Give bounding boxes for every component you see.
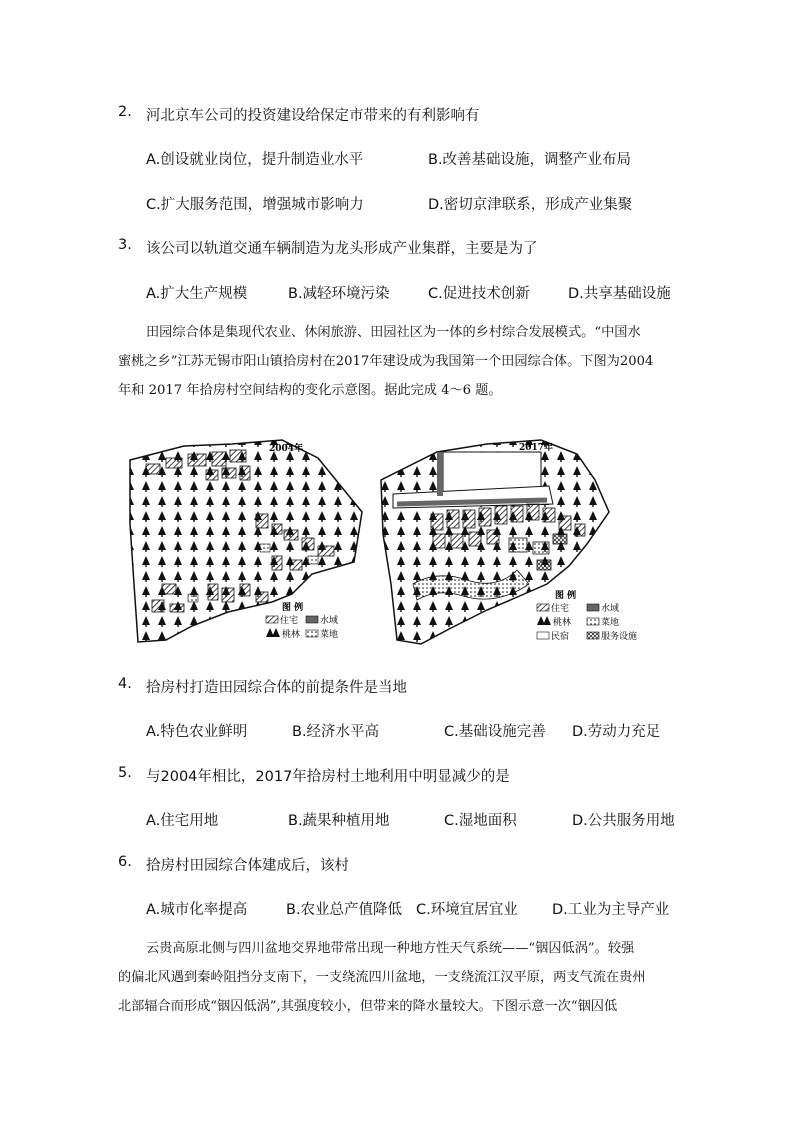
question-stem: 该公司以轨道交通车辆制造为龙头形成产业集群，主要是为了: [146, 241, 538, 257]
option-b: B.农业总产值降低: [286, 902, 403, 918]
tree-icon: [543, 616, 551, 625]
question-number: 6.: [118, 854, 132, 870]
option-a: A.城市化率提高: [146, 902, 248, 918]
legend-title: 图 例: [555, 591, 577, 601]
legend-vegetable: 菜地: [601, 618, 620, 628]
option-b: B.减轻环境污染: [288, 286, 390, 302]
option-a: A.创设就业岗位，提升制造业水平: [146, 152, 364, 168]
passage-line: 的偏北风遇到秦岭阻挡分支南下，一支绕流四川盆地，一支绕流江汉平原，两支气流在贵州: [118, 970, 646, 985]
legend-vegetable: 菜地: [320, 630, 339, 640]
passage-weather: [118, 934, 678, 1021]
passage-line: 田园综合体是集现代农业、休闲旅游、田园社区为一体的乡村综合发展模式。“中国水: [146, 325, 641, 340]
option-a: A.住宅用地: [146, 813, 219, 829]
tree-icon: [272, 628, 280, 637]
question-number: 3.: [118, 237, 132, 253]
passage-line: 云贵高原北侧与四川盆地交界地带常出现一种地方性天气系统——“铟囚低涡”。较强: [146, 941, 635, 956]
map-year: 2017年: [519, 443, 554, 453]
legend-water: 水域: [320, 616, 339, 626]
option-a: A.特色农业鲜明: [146, 724, 248, 740]
water-body: [437, 452, 443, 496]
option-c: C.环境宜居宜业: [416, 902, 518, 918]
question-stem: 与2004年相比，2017年拾房村土地利用中明显减少的是: [146, 769, 510, 785]
legend: [537, 602, 637, 642]
question-stem: 河北京车公司的投资建设给保定市带来的有利影响有: [146, 108, 480, 124]
legend: [266, 614, 338, 640]
question-number: 5.: [118, 765, 132, 781]
option-a: A.扩大生产规模: [146, 286, 248, 302]
map-2004: [122, 434, 376, 648]
option-d: D.共享基础设施: [568, 286, 671, 302]
option-b: B.经济水平高: [292, 724, 380, 740]
legend-residential: 住宅: [551, 604, 570, 614]
legend-residential: 住宅: [280, 616, 299, 626]
legend-peach: 桃林: [553, 618, 572, 628]
option-d: D.工业为主导产业: [552, 902, 670, 918]
option-b: B.改善基础设施，调整产业布局: [428, 152, 632, 168]
map-2017: [377, 434, 673, 648]
legend-guesthouse: 民宿: [551, 632, 570, 642]
option-d: D.密切京津联系，形成产业集聚: [428, 197, 633, 213]
legend-peach: 桃林: [282, 630, 301, 640]
passage-line: 年和 2017 年拾房村空间结构的变化示意图。据此完成 4～6 题。: [118, 383, 502, 398]
question-stem: 拾房村田园综合体建成后，该村: [146, 858, 349, 874]
option-c: C.湿地面积: [444, 813, 517, 829]
map-year: 2004年: [269, 444, 304, 454]
option-c: C.基础设施完善: [444, 724, 546, 740]
question-number: 4.: [118, 676, 132, 692]
option-c: C.促进技术创新: [428, 286, 530, 302]
passage-line: 北部辐合而形成“铟囚低涡”,其强度较小，但带来的降水量较大。下图示意一次“铟囚低: [118, 999, 618, 1014]
legend-water: 水域: [601, 604, 620, 614]
passage-intro: [118, 318, 678, 405]
option-b: B.蔬果种植用地: [288, 813, 390, 829]
legend-title: 图 例: [282, 603, 304, 613]
option-d: D.公共服务用地: [572, 813, 675, 829]
question-number: 2.: [118, 104, 132, 120]
option-d: D.劳动力充足: [572, 724, 661, 740]
passage-line: 蜜桃之乡”江苏无锡市阳山镇拾房村在2017年建设成为我国第一个田园综合体。下图为2004: [118, 354, 654, 369]
question-stem: 拾房村打造田园综合体的前提条件是当地: [146, 680, 407, 696]
open-field: [443, 452, 541, 492]
legend-service: 服务设施: [601, 632, 638, 642]
option-c: C.扩大服务范围，增强城市影响力: [146, 197, 364, 213]
